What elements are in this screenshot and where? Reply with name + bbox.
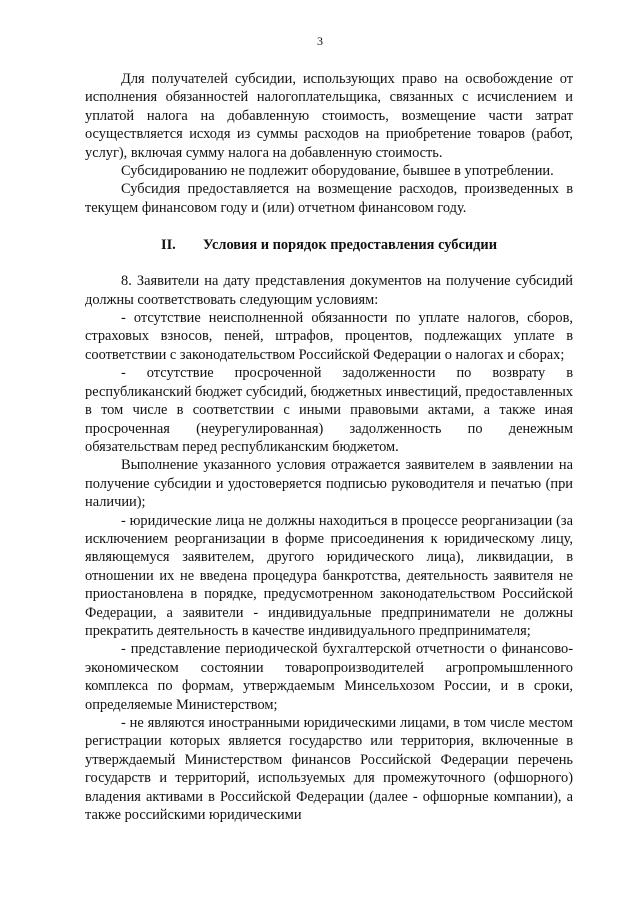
- paragraph-condition-statement: Выполнение указанного условия отражается заявителем в заявлении на получение субсидии и удостоверяется подписью руководителя и печатью (при наличии);: [85, 457, 573, 511]
- section-heading: [85, 236, 573, 254]
- paragraph-no-reorganization: - юридические лица не должны находиться в процессе реорганизации (за исключением реорганизации в форме присоединения к юридическому лицу, являющемуся заявителем, другого юридического лица), ликвидации, в отношении их не введена процедура банкротства, деятельность заявителя не приостановлена в порядке, предусмотренном законодательством Российской Федерации, а заявители - индивидуальные предприниматели не должны прекратить деятельность в качестве индивидуального предпринимателя;: [85, 512, 573, 639]
- paragraph-not-foreign-entities: - не являются иностранными юридическими лицами, в том числе местом регистрации которых является государство или территория, включенные в утверждаемый Министерством финансов Российской Федерации перечень государств и территорий, используемых для промежуточного (офшорного) владения активами в Российской Федерации (далее - офшорные компании), а также российскими юридическими: [85, 715, 573, 824]
- paragraph-no-overdue-debt: - отсутствие просроченной задолженности по возврату в республиканский бюджет субсидий, бюджетных инвестиций, предоставленных в том числе в соответствии с иными правовыми актами, а также иная просроченная (неурегулированная) задолженность по денежным обязательствам перед республиканским бюджетом.: [85, 365, 573, 455]
- paragraph-vat-exemption: Для получателей субсидии, использующих право на освобождение от исполнения обязанностей налогоплательщика, связанных с исчислением и уплатой налога на добавленную стоимость, возмещение части затрат осуществляется исходя из суммы расходов на приобретение товаров (работ, услуг), включая сумму налога на добавленную стоимость.: [85, 71, 573, 161]
- document-body: [85, 70, 573, 824]
- paragraph-eligibility-conditions: 8. Заявители на дату представления документов на получение субсидий должны соответствовать следующим условиям:: [85, 273, 573, 308]
- paragraph-used-equipment: Субсидированию не подлежит оборудование, бывшее в употреблении.: [121, 163, 554, 180]
- section-number: II.: [160, 237, 176, 254]
- page-number: 3: [317, 34, 323, 48]
- paragraph-financial-reporting: - представление периодической бухгалтерской отчетности о финансово-экономическом состоянии товаропроизводителей агропромышленного комплекса по формам, утверждаемым Минсельхозом России, и в сроки, определяемые Министерством;: [85, 641, 573, 713]
- section-title: Условия и порядок предоставления субсидии: [202, 237, 498, 254]
- paragraph-no-tax-debt: - отсутствие неисполненной обязанности по уплате налогов, сборов, страховых взносов, пеней, штрафов, процентов, подлежащих уплате в соответствии с законодательством Российской Федерации о налогах и сборах;: [85, 310, 573, 363]
- paragraph-reimbursement-period: Субсидия предоставляется на возмещение расходов, произведенных в текущем финансовом году и (или) отчетном финансовом году.: [85, 181, 573, 216]
